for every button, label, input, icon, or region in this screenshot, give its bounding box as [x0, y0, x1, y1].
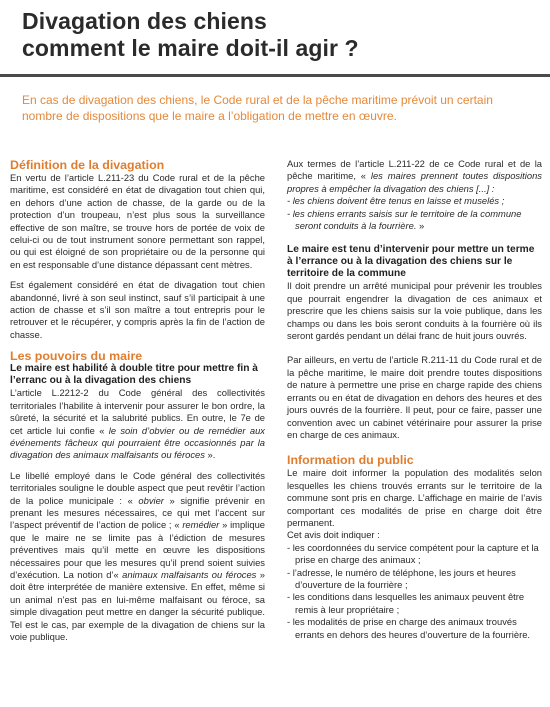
list-item: - les chiens doivent être tenus en laisse et muselés ;: [287, 195, 505, 207]
powers-paragraph-2: Le libellé employé dans le Code général des collectivités territoriales souligne le double aspect que peut revêtir l’action de la police municipale : « obvier » signifie prévenir en prenant les mesures nécessaires, ce qui met l’accent sur l’aspect préventif de l’action de police ; « remédier » implique que le maire ne se limite pas à l’édiction de mesures préventives mais qu’il mette en œuvre les dispositions nécessaires pour que les mesures qu’il prend soient suivies d’exécution. La notion d’« animaux malfaisants ou féroces » doit être interprétée de manière extensive. En effet, même si un animal n’est pas en lui-même malfaisant ou féroce, sa simple divagation peut mettre en danger la sécurité publique. Tel est le cas, par exemple de la divagation de chiens sur la voie publique.: [10, 469, 265, 642]
obligation-paragraph-2: Par ailleurs, en vertu de l’article R.211-11 du Code rural et de la pêche maritime, le maire doit prendre toutes dispositions de nature à permettre une prise en charge rapide des chiens errants ou en état de divagation en dehors des heures et des jours ouvrés de la fourrière. Il peut, pour ce faire, passer une convention avec un cabinet vétérinaire pour assurer la prise en charge de ces animaux.: [287, 354, 542, 440]
left-column: [10, 158, 265, 643]
list-item: - les modalités de prise en charge des animaux trouvés errants en dehors des heures d’ouverture de la fourrière.: [287, 616, 531, 640]
list-item: - les conditions dans lesquelles les animaux peuvent être remis à leur propriétaire ;: [287, 591, 525, 615]
title-line-2: comment le maire doit-il agir ?: [22, 35, 359, 61]
list-item: - les coordonnées du service compétent pour la capture et la prise en charge des animaux ;: [287, 541, 539, 566]
list-item: - l’adresse, le numéro de téléphone, les jours et heures d’ouverture de la fourrière ;: [287, 566, 516, 590]
info-paragraph-2: Cet avis doit indiquer :: [287, 529, 380, 541]
definition-heading: Définition de la divagation: [10, 158, 165, 172]
title-line-1: Divagation des chiens: [22, 8, 267, 34]
definition-paragraph-2: Est également considéré en état de divagation tout chien abandonné, livré à son seul instinct, sauf s’il participait à une action de chasse et s’il son maître a tout entrepris pour le retrouver et le récupérer, y compris après la fin de l’action de chasse.: [10, 279, 265, 340]
definition-paragraph-1: En vertu de l’article L.211-23 du Code rural et de la pêche maritime, est considéré en état de divagation tout chien qui, en dehors d’une action de chasse, de la garde ou de la protection d’un troupeau, n’est plus sous la surveillance effective de son maître, se trouve hors de portée de voix de celui-ci ou de tout instrument sonore permettant son rappel, ou qui est éloigné de son propriétaire ou de la personne qui en est responsable d’une distance dépassant cent mètres.: [10, 172, 265, 270]
obligation-paragraph-1: Il doit prendre un arrêté municipal pour prévenir les troubles que pourrait engendrer la divagation de ces animaux et prescrire que les chiens saisis sur la voie publique, dans les champs ou dans les bois seront conduits à la fourrière où ils seront gardés pendant un délai franc de huit jours ouvrés.: [287, 280, 542, 342]
info-heading: Information du public: [287, 453, 414, 468]
page-title: [22, 8, 359, 62]
article-l211-22-list: [287, 195, 542, 232]
intro-paragraph: En cas de divagation des chiens, le Code rural et de la pêche maritime prévoit un certain nombre de dispositions que le maire a l’obligation de mettre en œuvre.: [22, 93, 493, 123]
title-rule: [0, 74, 550, 77]
list-item: - les chiens errants saisis sur le territoire de la commune seront conduits à la fourrière. »: [287, 207, 522, 232]
powers-paragraph-1: L’article L.2212-2 du Code général des collectivités territoriales l’habilite à intervenir pour assurer le bon ordre, la sûreté, la sécurité et la salubrité publics. En outre, le 7e de cet article lui confie « le soin d’obvier ou de remédier aux événements fâcheux qui pourraient être occasionnés par la divagation des animaux malfaisants ou féroces ».: [10, 387, 265, 461]
obligation-heading: Le maire est tenu d’intervenir pour mettre un terme à l’errance ou à la divagation des chiens sur le territoire de la commune: [287, 244, 535, 280]
info-list: [287, 542, 542, 641]
right-column: [287, 158, 542, 641]
powers-heading: Les pouvoirs du maire: [10, 349, 143, 364]
info-paragraph-1: Le maire doit informer la population des modalités selon lesquelles les chiens trouvés errants sur le territoire de la commune sont pris en charge. L’affichage en mairie de l’avis comportant ces modalités de prise en charge doit être permanent.: [287, 467, 542, 528]
article-l211-22-paragraph: Aux termes de l’article L.211-22 de ce Code rural et de la pêche maritime, « les maires prennent toutes dispositions propres à empêcher la divagation des chiens [...] :: [287, 158, 542, 194]
powers-subheading: Le maire est habilité à double titre pour mettre fin à l’erranc ou à la divagation des chiens: [10, 363, 258, 387]
